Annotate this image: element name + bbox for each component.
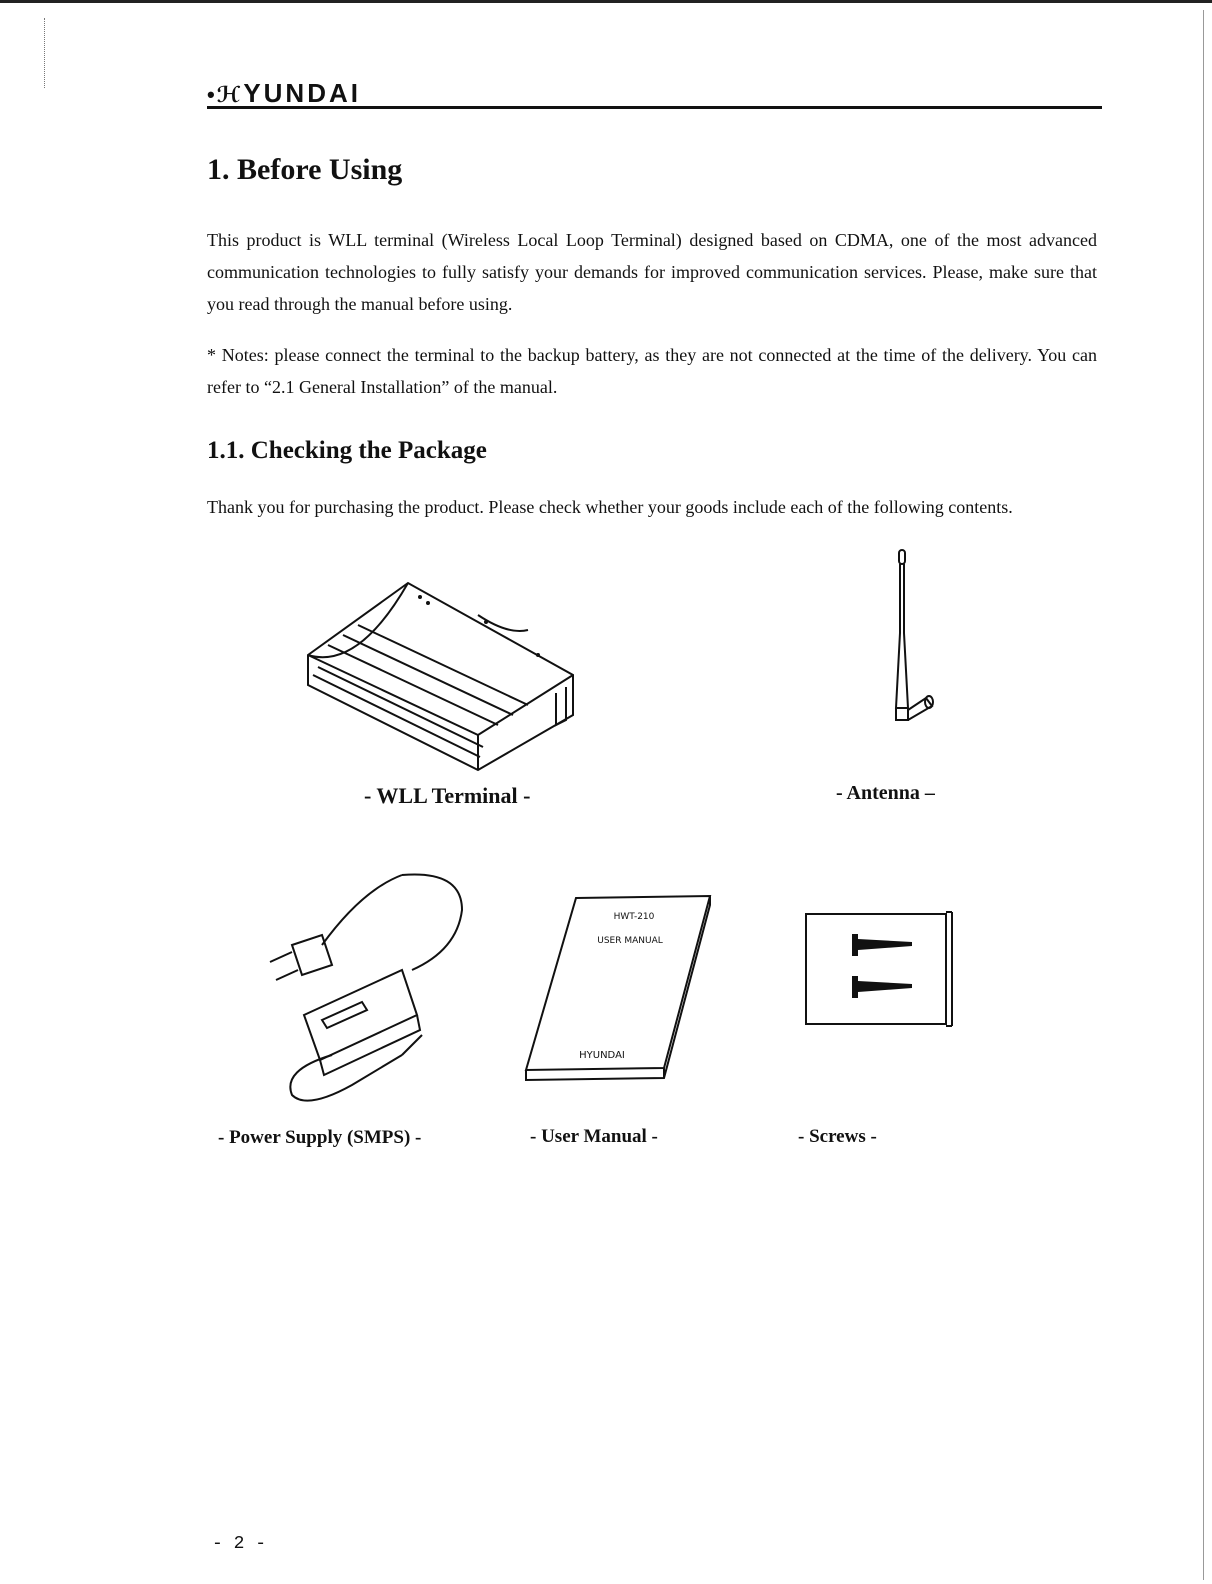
manual-label: USER MANUAL: [597, 936, 663, 946]
package-paragraph: Thank you for purchasing the product. Please check whether your goods include each of the following contents.: [207, 497, 1013, 517]
logo-text: YUNDAI: [243, 78, 361, 108]
subsection-title: 1.1. Checking the Package: [207, 437, 487, 464]
caption-screws: - Screws -: [798, 1126, 877, 1147]
user-manual-icon: [524, 893, 714, 1088]
screws-icon: [804, 910, 956, 1030]
caption-power-supply: - Power Supply (SMPS) -: [218, 1127, 422, 1148]
manual-brand: HYUNDAI: [579, 1050, 625, 1061]
note-paragraph: * Notes: please connect the terminal to the backup battery, as they are not connected at the time of the delivery. You can refer to “2.1 General Installation” of the manual.: [207, 345, 1097, 397]
caption-wll-terminal: - WLL Terminal -: [364, 783, 531, 808]
right-scan-edge: [1203, 10, 1205, 1580]
page-header: [207, 80, 1102, 109]
page-number: - 2 -: [212, 1534, 267, 1554]
left-scan-mark: [44, 18, 46, 88]
section-title: 1. Before Using: [207, 153, 403, 186]
top-scan-rule: [0, 0, 1212, 3]
caption-user-manual: - User Manual -: [530, 1126, 658, 1147]
wll-terminal-icon: [298, 575, 580, 775]
logo-h-glyph: ℋ: [216, 82, 244, 107]
intro-paragraph: This product is WLL terminal (Wireless Local Loop Terminal) designed based on CDMA, one of the most advanced communication technologies to fully satisfy your demands for improved communication services. Please, make sure that you read through the manual before using.: [207, 230, 1097, 314]
manual-model: HWT-210: [613, 912, 655, 922]
power-supply-icon: [262, 870, 472, 1110]
caption-antenna: - Antenna –: [836, 782, 935, 804]
antenna-icon: [886, 548, 946, 723]
hyundai-logo: [207, 78, 361, 109]
logo-mark-icon: •: [207, 82, 215, 107]
